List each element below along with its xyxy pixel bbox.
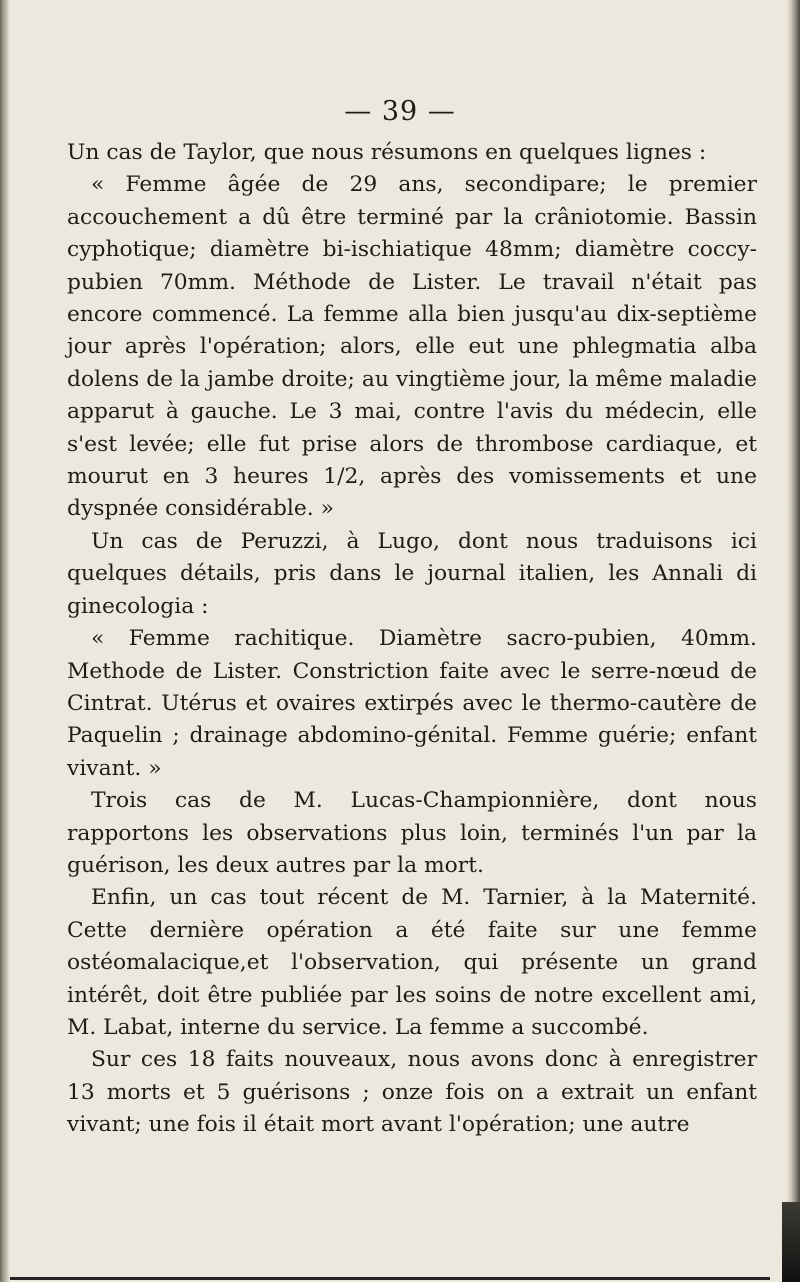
paragraph-peruzzi-intro: Un cas de Peruzzi, à Lugo, dont nous traduisons ici quelques détails, pris dans le journal italien, les Annali di ginecologia :: [67, 528, 757, 619]
page-right-edge-shadow: [786, 0, 800, 1282]
paragraph-taylor-intro: Un cas de Taylor, que nous résumons en quelques lignes :: [67, 140, 707, 165]
page-number: — 39 —: [344, 96, 456, 127]
paragraph-lucas-championniere: Trois cas de M. Lucas-Championnière, dont nous rapportons les observations plus loin, terminés l'un par la guérison, les deux autres par la mort.: [67, 788, 757, 878]
page-corner-mark: [782, 1202, 800, 1282]
paragraph-summary: Sur ces 18 faits nouveaux, nous avons donc à enregistrer 13 morts et 5 guérisons ; onze fois on a extrait un enfant vivant; une fois il était mort avant l'opération; une autre: [67, 1047, 757, 1138]
paragraph-tarnier: Enfin, un cas tout récent de M. Tarnier, à la Maternité. Cette dernière opération a été faite sur une femme ostéomalacique,et l'observation, qui présente un grand intérêt, doit être publiée par les soins de notre excellent ami, M. Labat, interne du service. La femme a succombé.: [67, 885, 757, 1040]
body-text: [67, 137, 757, 1142]
paragraph-taylor-quote: « Femme âgée de 29 ans, secondipare; le premier accouchement a dû être terminé par la crâniotomie. Bassin cyphotique; diamètre bi-ischiatique 48mm; diamètre coccy-pubien 70mm. Méthode de Lister. Le travail n'était pas encore commencé. La femme alla bien jusqu'au dix-septième jour après l'opération; alors, elle eut une phlegmatia alba dolens de la jambe droite; au vingtième jour, la même maladie apparut à gauche. Le 3 mai, contre l'avis du médecin, elle s'est levée; elle fut prise alors de thrombose cardiaque, et mourut en 3 heures 1/2, après des vomissements et une dyspnée considérable. »: [67, 172, 757, 522]
page-bottom-rule: [10, 1277, 770, 1280]
page-left-edge-shadow: [0, 0, 10, 1282]
paragraph-peruzzi-quote: « Femme rachitique. Diamètre sacro-pubien, 40mm. Methode de Lister. Constriction faite avec le serre-nœud de Cintrat. Utérus et ovaires extirpés avec le thermo-cautère de Paquelin ; drainage abdomino-génital. Femme guérie; enfant vivant. »: [67, 626, 757, 781]
